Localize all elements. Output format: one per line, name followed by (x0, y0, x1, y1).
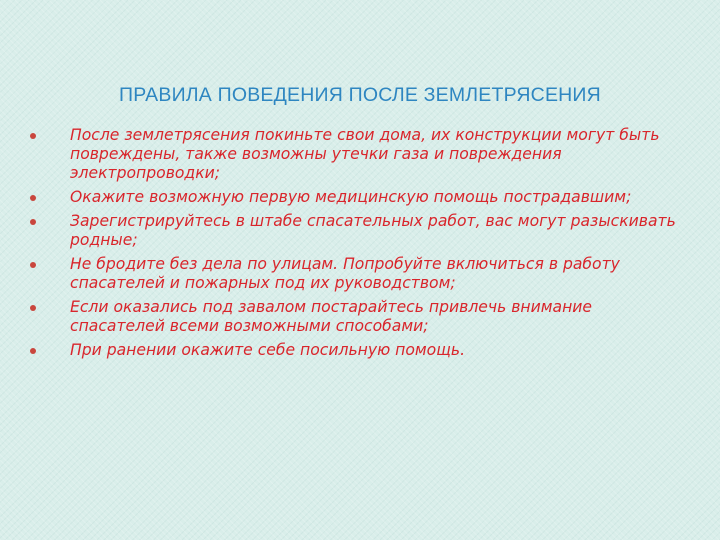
bullet-item-1 (30, 126, 690, 183)
bullet-item-6 (30, 341, 690, 360)
slide-title: ПРАВИЛА ПОВЕДЕНИЯ ПОСЛЕ ЗЕМЛЕТРЯСЕНИЯ (119, 84, 601, 106)
bullet-text: Не бродите без дела по улицам. Попробуйте включиться в работу спасателей и пожарных под их руководством; (70, 255, 620, 292)
bullet-dot-icon (30, 133, 36, 139)
bullet-item-4 (30, 255, 690, 293)
bullet-dot-icon (30, 262, 36, 268)
bullet-item-2 (30, 188, 690, 207)
bullet-text: Окажите возможную первую медицинскую помощь пострадавшим; (70, 188, 632, 206)
bullet-dot-icon (30, 305, 36, 311)
bullet-dot-icon (30, 219, 36, 225)
bullet-text: Зарегистрируйтесь в штабе спасательных работ, вас могут разыскивать родные; (70, 212, 676, 249)
bullet-list (30, 126, 690, 365)
bullet-item-3 (30, 212, 690, 250)
bullet-text: Если оказались под завалом постарайтесь привлечь внимание спасателей всеми возможными способами; (70, 298, 593, 335)
bullet-text: При ранении окажите себе посильную помощь. (70, 341, 466, 359)
bullet-item-5 (30, 298, 690, 336)
bullet-dot-icon (30, 195, 36, 201)
bullet-text: После землетрясения покиньте свои дома, их конструкции могут быть повреждены, также возможны утечки газа и повреждения электропроводки; (70, 126, 660, 182)
bullet-dot-icon (30, 348, 36, 354)
